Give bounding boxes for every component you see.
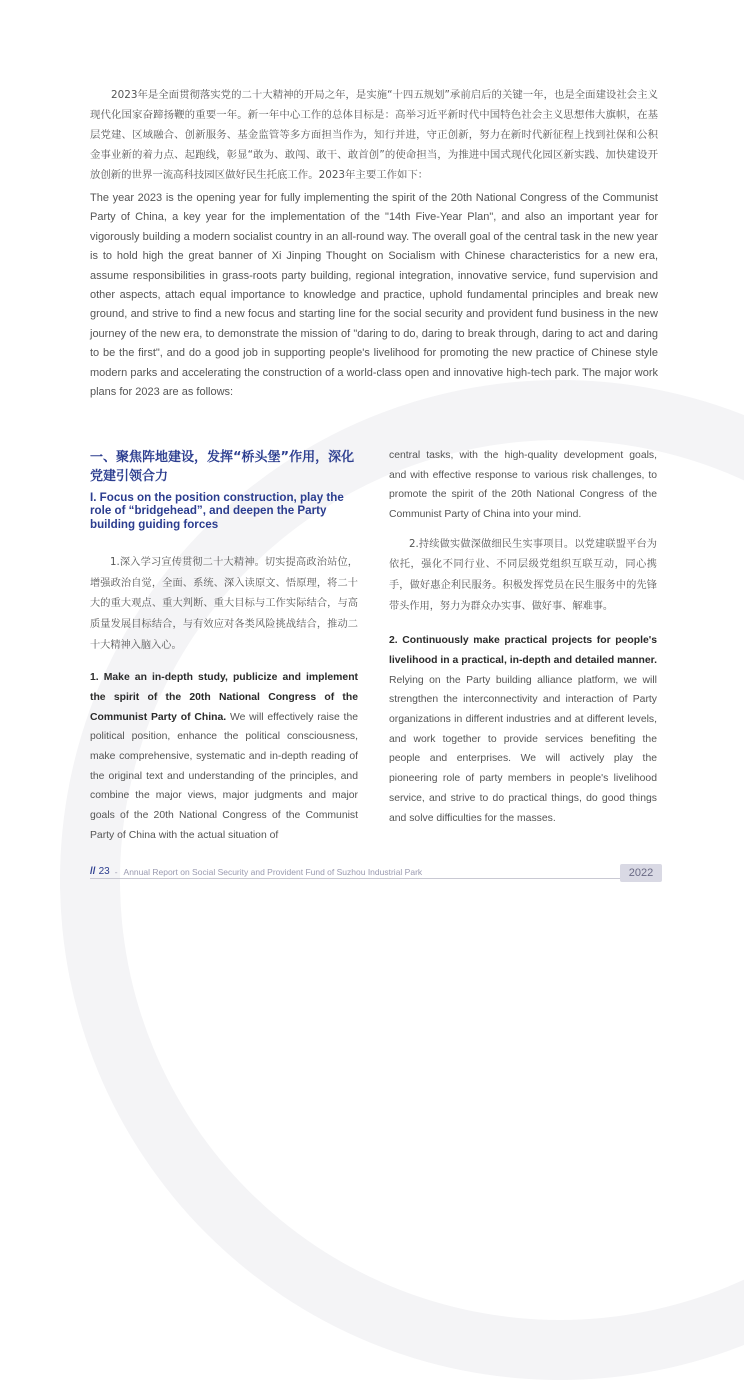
- item2-paragraph-zh: 2.持续做实做深做细民生实事项目。以党建联盟平台为依托，强化不同行业、不同层级党组织互联互动，同心携手，做好惠企利民服务。积极发挥党员在民生服务中的先锋带头作用，努力为群众办实事、做好事、解难事。: [389, 538, 657, 612]
- footer-slashes: //: [90, 866, 96, 877]
- item1-paragraph-en: [90, 668, 358, 845]
- footer-dash: -: [114, 866, 118, 877]
- intro-paragraph-en: The year 2023 is the opening year for fully implementing the spirit of the 20th National Congress of the Communist Party of China, a key year for the implementation of the "14th Five-Year Plan", and also an important year for vigorously building a modern socialist country in an all-round way. The overall goal of the central task in the new year is to hold high the great banner of Xi Jinping Thought on Socialism with Chinese characteristics for a new era, assume responsibilities in grass-roots party building, regional integration, innovative service, fund supervision and other aspects, attach equal importance to knowledge and practice, uphold fundamental principles and break new ground, and strive to find a new focus and starting line for the social security and provident fund business in the new journey of the new era, to demonstrate the mission of "daring to do, daring to break through, daring to act and daring to be the first", and do a good job in supporting people's livelihood for promoting the new practice of Chinese style modern parks and accelerating the construction of a world-class open and innovative high-tech park. The major work plans for 2023 are as follows:: [90, 192, 658, 399]
- item2-paragraph-en: [389, 631, 657, 828]
- item2-title-en: 2. Continuously make practical projects for people's livelihood in a practical, in-depth and detailed manner.: [389, 635, 657, 666]
- section-heading-en: I. Focus on the position construction, play the role of “bridgehead”, and deepen the Party building guiding forces: [90, 491, 344, 531]
- item1-paragraph-zh: 1.深入学习宣传贯彻二十大精神。切实提高政治站位，增强政治自觉，全面、系统、深入读原文、悟原理，将二十大的重大观点、重大判断、重大目标与工作实际结合，与高质量发展目标结合，与有效应对各类风险挑战结合，推动二十大精神入脑入心。: [90, 557, 358, 651]
- item1-body-en: We will effectively raise the political position, enhance the political consciousness, make comprehensive, systematic and in-depth reading of the original text and understanding of the principles, and combine the major views, major judgments and major goals of the 20th National Congress of the Communist Party of China with the actual situation of: [90, 711, 358, 841]
- footer-divider: [90, 878, 660, 879]
- page-footer: [90, 866, 422, 877]
- item1-continued-en: central tasks, with the high-quality development goals, and with effective response to various risk challenges, to promote the spirit of the 20th National Congress of the Communist Party of China into your mind.: [389, 450, 657, 521]
- left-column: [90, 448, 358, 846]
- year-badge: 2022: [620, 864, 662, 882]
- right-column: [389, 448, 657, 828]
- intro-paragraph-zh: 2023年是全面贯彻落实党的二十大精神的开局之年，是实施“十四五规划”承前启后的关键一年，也是全面建设社会主义现代化国家奋蹄扬鞭的重要一年。新一年中心工作的总体目标是：高举习近平新时代中国特色社会主义思想伟大旗帜，在基层党建、区域融合、创新服务、基金监管等多方面担当作为，知行并进，守正创新，努力在新时代新征程上找到社保和公积金事业新的着力点、起跑线，彰显“敢为、敢闯、敢干、敢首创”的使命担当，为推进中国式现代化园区新实践、加快建设开放创新的世界一流高科技园区做好民生托底工作。2023年主要工作如下：: [90, 89, 658, 181]
- item1-title-en: 1. Make an in-depth study, publicize and implement the spirit of the 20th National Congress of the Communist Party of China.: [90, 672, 358, 723]
- report-title: Annual Report on Social Security and Provident Fund of Suzhou Industrial Park: [123, 866, 423, 877]
- section-heading-zh: 一、聚焦阵地建设，发挥“桥头堡”作用，深化党建引领合力: [90, 450, 355, 484]
- item2-body-en: Relying on the Party building alliance platform, we will strengthen the interconnectivity and interaction of Party organizations in different industries and at different levels, and work together to provide services benefiting the people and enterprises. We will actively play the pioneering role of party members in people's livelihood service, and strive to do practical things, do good things and solve difficulties for the masses.: [389, 674, 657, 824]
- page-number: 23: [98, 866, 110, 877]
